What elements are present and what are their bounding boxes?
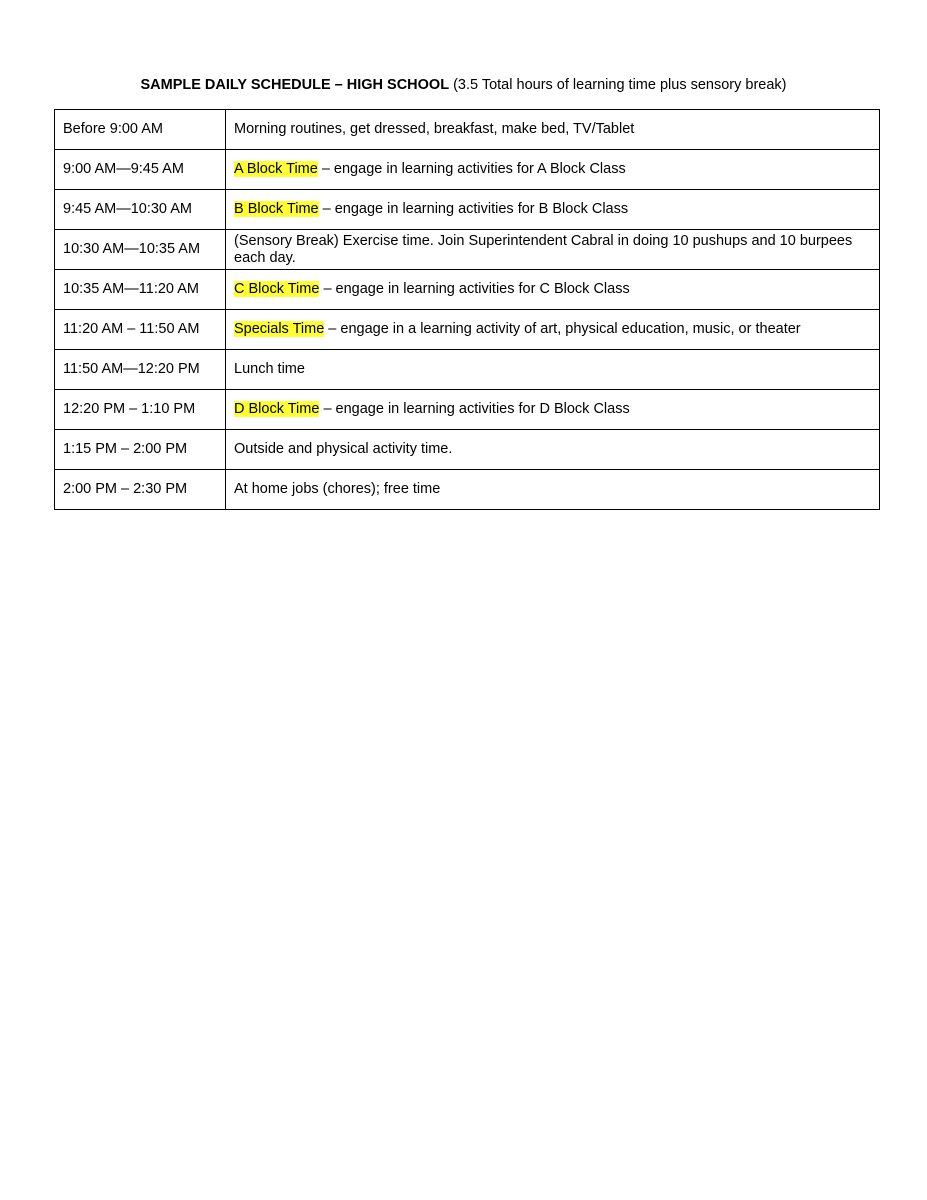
time-cell: Before 9:00 AM <box>55 110 226 150</box>
table-row <box>55 110 880 150</box>
time-cell: 10:30 AM—10:35 AM <box>55 230 226 270</box>
document-title <box>0 76 927 94</box>
time-cell: 1:15 PM – 2:00 PM <box>55 430 226 470</box>
title-subtitle-text: (3.5 Total hours of learning time plus sensory break) <box>449 77 787 93</box>
time-cell: 10:35 AM—11:20 AM <box>55 270 226 310</box>
highlighted-block-label: C Block Time <box>234 281 320 297</box>
highlighted-block-label: B Block Time <box>234 201 319 217</box>
activity-text: (Sensory Break) Exercise time. Join Superintendent Cabral in doing 10 pushups and 10 burpees each day. <box>234 232 853 266</box>
table-row <box>55 270 880 310</box>
table-row <box>55 310 880 350</box>
activity-text: Morning routines, get dressed, breakfast, make bed, TV/Tablet <box>234 121 635 137</box>
activity-cell <box>226 190 880 230</box>
table-row <box>55 390 880 430</box>
time-cell: 2:00 PM – 2:30 PM <box>55 470 226 510</box>
activity-text: – engage in learning activities for A Block Class <box>317 161 626 177</box>
activity-cell <box>226 270 880 310</box>
table-row <box>55 230 880 270</box>
activity-cell <box>226 470 880 510</box>
activity-text: Outside and physical activity time. <box>234 441 453 457</box>
time-cell: 9:45 AM—10:30 AM <box>55 190 226 230</box>
activity-cell <box>226 150 880 190</box>
time-cell: 11:20 AM – 11:50 AM <box>55 310 226 350</box>
schedule-table-body <box>55 110 880 510</box>
highlighted-block-label: Specials Time <box>234 321 325 337</box>
table-row <box>55 350 880 390</box>
activity-text: – engage in a learning activity of art, physical education, music, or theater <box>324 321 801 337</box>
activity-text: Lunch time <box>234 361 305 377</box>
table-row <box>55 430 880 470</box>
highlighted-block-label: D Block Time <box>234 401 320 417</box>
title-bold-text: SAMPLE DAILY SCHEDULE – HIGH SCHOOL <box>140 77 450 93</box>
activity-text: – engage in learning activities for B Block Class <box>318 201 629 217</box>
activity-cell <box>226 310 880 350</box>
time-cell: 12:20 PM – 1:10 PM <box>55 390 226 430</box>
activity-cell <box>226 430 880 470</box>
table-row <box>55 150 880 190</box>
table-row <box>55 190 880 230</box>
schedule-table <box>54 109 880 510</box>
time-cell: 11:50 AM—12:20 PM <box>55 350 226 390</box>
activity-text: – engage in learning activities for C Block Class <box>319 281 630 297</box>
activity-text: – engage in learning activities for D Block Class <box>319 401 630 417</box>
activity-cell <box>226 230 880 270</box>
activity-text: At home jobs (chores); free time <box>234 481 441 497</box>
activity-cell <box>226 110 880 150</box>
activity-cell <box>226 390 880 430</box>
highlighted-block-label: A Block Time <box>234 161 318 177</box>
activity-cell <box>226 350 880 390</box>
table-row <box>55 470 880 510</box>
time-cell: 9:00 AM—9:45 AM <box>55 150 226 190</box>
